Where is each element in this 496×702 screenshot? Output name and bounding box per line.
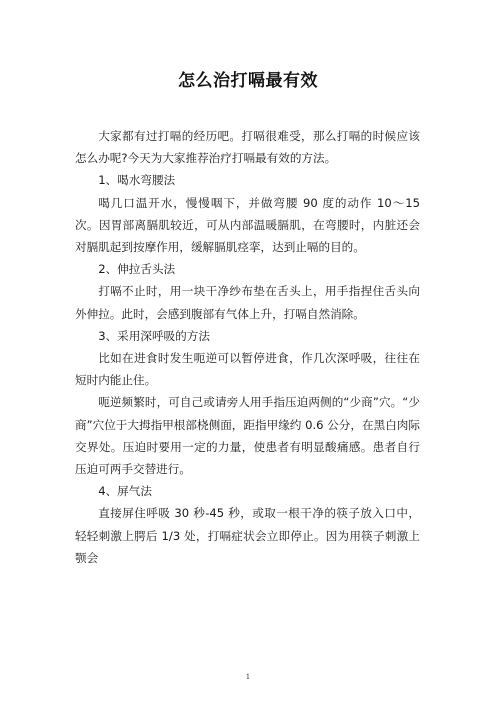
paragraph-1: 喝几口温开水，慢慢咽下，并做弯腰 90 度的动作 10～15 次。因胃部离膈肌较近，可从内部温暖膈肌，在弯腰时，内脏还会对膈肌起到按摩作用，缓解膈肌痉挛，达到止嗝的目的。: [75, 195, 420, 255]
paragraph-intro: 大家都有过打嗝的经历吧。打嗝很难受，那么打嗝的时候应该怎么办呢?今天为大家推荐治疗打嗝最有效的方法。: [75, 129, 420, 166]
document-title: 怎么治打嗝最有效: [178, 71, 318, 91]
paragraph-4: 直接屏住呼吸 30 秒-45 秒，或取一根干净的筷子放入口中，轻轻刺激上腭后 1/3 处，打嗝症状会立即停止。因为用筷子刺激上颚会: [75, 506, 420, 565]
paragraph-3b: 呃逆频繁时，可自己或请旁人用手指压迫两侧的“少商”穴。“少商”穴位于大拇指甲根部桡侧面，距指甲缘约 0.6 公分，在黑白肉际交界处。压迫时要用一定的力量，使患者有明显酸痛感。患者自行压迫可两手交替进行。: [75, 395, 420, 477]
document-body: [75, 125, 420, 569]
page-number: 1: [245, 673, 251, 681]
paragraph-2: 打嗝不止时，用一块干净纱布垫在舌头上，用手指捏住舌头向外伸拉。此时，会感到腹部有气体上升，打嗝自然消除。: [75, 284, 420, 321]
section-heading-2: 2、伸拉舌头法: [98, 262, 176, 277]
section-heading-1: 1、喝水弯腰法: [98, 173, 176, 188]
paragraph-3a: 比如在进食时发生呃逆可以暂停进食，作几次深呼吸，往往在短时内能止住。: [75, 351, 420, 388]
section-heading-3: 3、采用深呼吸的方法: [98, 328, 210, 343]
section-heading-4: 4、屏气法: [98, 484, 152, 499]
